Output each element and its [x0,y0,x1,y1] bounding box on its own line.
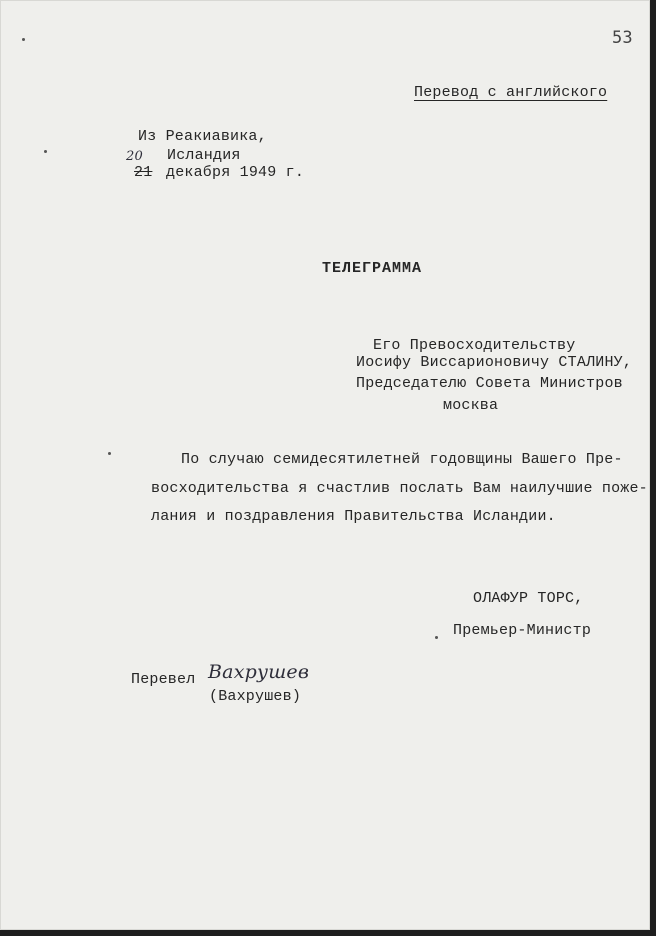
scan-edge-bottom [0,930,656,936]
paper-speck [435,636,438,639]
page-number: 53 [612,28,633,48]
signatory-title: Премьер-Министр [453,622,592,639]
body-line-2: восходительства я счастлив послать Вам наилучшие поже- [151,480,648,497]
translator-handwritten-signature: Вахрушев [208,661,310,683]
origin-city: Из Реакиавика, [138,128,267,145]
addressee-city: москва [443,397,499,414]
scan-edge-right [650,0,656,936]
body-line-3: лания и поздравления Правительства Исландии. [151,508,556,525]
date-struck-day: 21 [134,164,153,181]
addressee-name: Иосифу Виссарионовичу СТАЛИНУ, [356,354,633,371]
signatory-name: ОЛАФУР ТОРС, [473,590,584,607]
date-month-year: декабря 1949 г. [166,164,305,181]
paper-speck [44,150,47,153]
date-handwritten-correction: 20 [126,149,143,164]
addressee-honorific: Его Превосходительству [373,337,576,354]
body-line-1: По случаю семидесятилетней годовщины Вашего Пре- [181,451,623,468]
translation-note: Перевод с английского [414,84,608,101]
origin-country: Исландия [167,147,241,164]
translator-label: Перевел [131,671,196,688]
paper-speck [22,38,25,41]
addressee-position: Председателю Совета Министров [356,375,623,392]
paper-speck [108,452,111,455]
translator-name: (Вахрушев) [209,688,302,705]
document-title: ТЕЛЕГРАММА [322,260,423,277]
